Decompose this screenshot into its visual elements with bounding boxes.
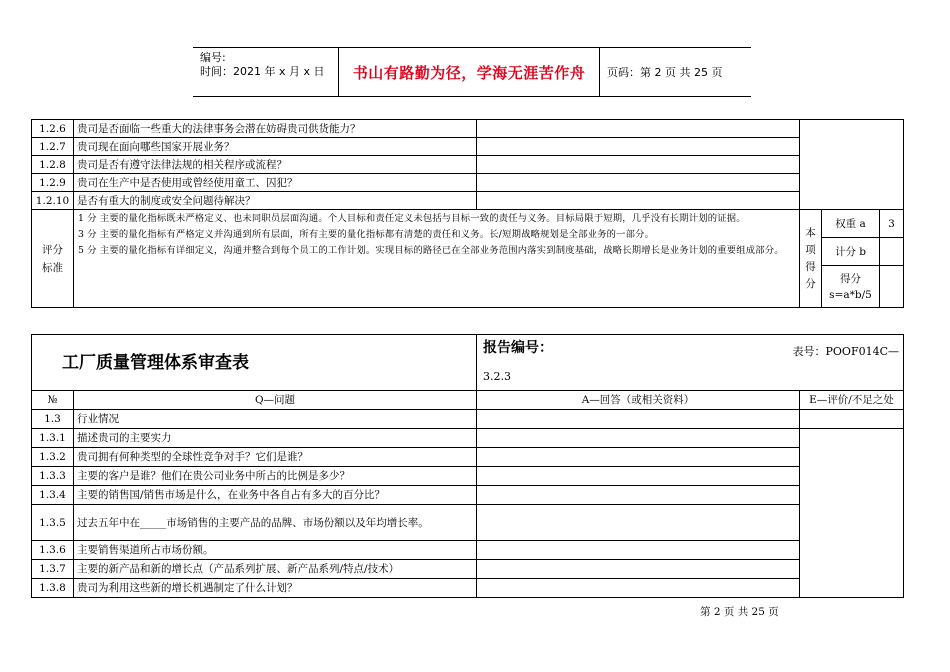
criteria-5-point: 5 分 主要的量化指标有详细定义，沟通并整合到每个员工的工作计划。实现目标的路径已在全部业务范围内落实到制度基础，战略长期增长是业务计划的重要组成部分。 (78, 245, 784, 256)
answer-cell[interactable] (477, 467, 800, 486)
table-row (32, 486, 904, 505)
question-cell: 主要的新产品和新的增长点（产品系列扩展、新产品系列/特点/技术） (74, 560, 477, 579)
table-row (32, 156, 904, 174)
audit-table-section-1-2 (31, 119, 904, 308)
criteria-row (32, 210, 904, 238)
vertical-char: 得 (805, 260, 816, 273)
question-cell: 过去五年中在_____市场销售的主要产品的品牌、市场份额以及年均增长率。 (74, 505, 477, 541)
answer-cell[interactable] (477, 120, 800, 138)
score-b-value[interactable] (880, 238, 904, 266)
row-number: 1.2.8 (32, 156, 74, 174)
row-number: 1.2.7 (32, 138, 74, 156)
group-title: 行业情况 (74, 410, 477, 429)
header-page-label: 页码：第 2 页 共 25 页 (607, 66, 723, 79)
answer-cell[interactable] (477, 138, 800, 156)
evaluation-cell[interactable] (800, 429, 904, 598)
table-row (32, 429, 904, 448)
criteria-label (32, 210, 74, 308)
row-number: 1.3.3 (32, 467, 74, 486)
table-row (32, 541, 904, 560)
answer-cell[interactable] (477, 579, 800, 598)
header-meta (193, 48, 339, 96)
answer-cell[interactable] (477, 410, 800, 429)
form-code: 表号：POOF014C— (792, 345, 899, 358)
item-score-label (800, 210, 822, 308)
score-b-label: 计分 b (822, 238, 880, 266)
question-cell: 是否有重大的制度或安全问题待解决？ (74, 192, 477, 210)
answer-cell[interactable] (477, 541, 800, 560)
score-label (822, 266, 880, 308)
form-title: 工厂质量管理体系审查表 (32, 335, 477, 391)
weight-label: 权重 a (822, 210, 880, 238)
question-cell: 主要的销售国/销售市场是什么，在业务中各自占有多大的百分比？ (74, 486, 477, 505)
question-cell: 描述贵司的主要实力 (74, 429, 477, 448)
table-row (32, 579, 904, 598)
question-cell: 主要的客户是谁？他们在贵公司业务中所占的比例是多少？ (74, 467, 477, 486)
table-row (32, 174, 904, 192)
row-number: 1.3.6 (32, 541, 74, 560)
answer-cell[interactable] (477, 486, 800, 505)
criteria-3-point: 3 分 主要的量化指标有严格定义并沟通到所有层面，所有主要的量化指标都有清楚的责任和义务。长/短期战略规划是全部业务的一部分。 (78, 229, 655, 240)
criteria-label-line: 标准 (42, 261, 63, 274)
row-number: 1.3.2 (32, 448, 74, 467)
score-formula: s=a*b/5 (829, 288, 872, 301)
row-number: 1.2.9 (32, 174, 74, 192)
report-number-label: 报告编号： (483, 340, 553, 356)
row-number: 1.3.5 (32, 505, 74, 541)
form-code-cont: 3.2.3 (483, 370, 511, 383)
table-row (32, 138, 904, 156)
table-row (32, 505, 904, 541)
question-cell: 贵司在生产中是否使用或曾经使用童工、囚犯？ (74, 174, 477, 192)
score-label-text: 得分 (840, 272, 861, 285)
table-row (32, 467, 904, 486)
page-footer: 第 2 页 共 25 页 (700, 606, 779, 618)
question-cell: 贵司是否面临一些重大的法律事务会潜在妨碍贵司供货能力？ (74, 120, 477, 138)
answer-cell[interactable] (477, 448, 800, 467)
score-value[interactable] (880, 266, 904, 308)
answer-cell[interactable] (477, 174, 800, 192)
vertical-char: 分 (805, 277, 816, 290)
table-row (32, 120, 904, 138)
audit-table-section-1-3 (31, 334, 904, 598)
form-title-row (32, 335, 904, 391)
question-cell: 主要销售渠道所占市场份额。 (74, 541, 477, 560)
question-cell: 贵司是否有遵守法律法规的相关程序或流程？ (74, 156, 477, 174)
row-number: 1.3.8 (32, 579, 74, 598)
answer-cell[interactable] (477, 560, 800, 579)
question-cell: 贵司拥有何种类型的全球性竞争对手？它们是谁？ (74, 448, 477, 467)
answer-cell[interactable] (477, 192, 800, 210)
answer-cell[interactable] (477, 429, 800, 448)
table-row (32, 192, 904, 210)
evaluation-cell[interactable] (800, 410, 904, 429)
page-header (193, 47, 751, 97)
group-number: 1.3 (32, 410, 74, 429)
table-row (32, 448, 904, 467)
answer-cell[interactable] (477, 156, 800, 174)
column-header-row (32, 391, 904, 410)
row-number: 1.3.7 (32, 560, 74, 579)
column-header-no: № (32, 391, 74, 410)
column-header-question: Q—问题 (74, 391, 477, 410)
question-cell: 贵司现在面向哪些国家开展业务？ (74, 138, 477, 156)
table-row (32, 560, 904, 579)
group-row (32, 410, 904, 429)
question-cell: 贵司为利用这些新的增长机遇制定了什么计划？ (74, 579, 477, 598)
criteria-label-line: 评分 (42, 243, 63, 256)
scoring-criteria (74, 210, 800, 308)
number-label: 编号: (200, 51, 226, 64)
column-header-answer: A—回答（或相关资料） (477, 391, 800, 410)
vertical-char: 本 (805, 226, 816, 239)
row-number: 1.3.1 (32, 429, 74, 448)
header-motto: 书山有路勤为径，学海无涯苦作舟 (339, 48, 600, 96)
row-number: 1.2.10 (32, 192, 74, 210)
vertical-char: 项 (805, 243, 816, 256)
answer-cell[interactable] (477, 505, 800, 541)
row-number: 1.3.4 (32, 486, 74, 505)
report-number-cell (477, 335, 904, 391)
criteria-1-point: 1 分 主要的量化指标既未严格定义、也未同职员层面沟通。个人目标和责任定义未包括与目标一致的责任与义务。目标局限于短期，几乎没有长期计划的证据。 (78, 213, 746, 224)
column-header-evaluation: E—评价/不足之处 (800, 391, 904, 410)
evaluation-cell[interactable] (800, 120, 904, 210)
weight-value: 3 (880, 210, 904, 238)
time-label: 时间：2021 年 x 月 x 日 (200, 65, 325, 78)
row-number: 1.2.6 (32, 120, 74, 138)
